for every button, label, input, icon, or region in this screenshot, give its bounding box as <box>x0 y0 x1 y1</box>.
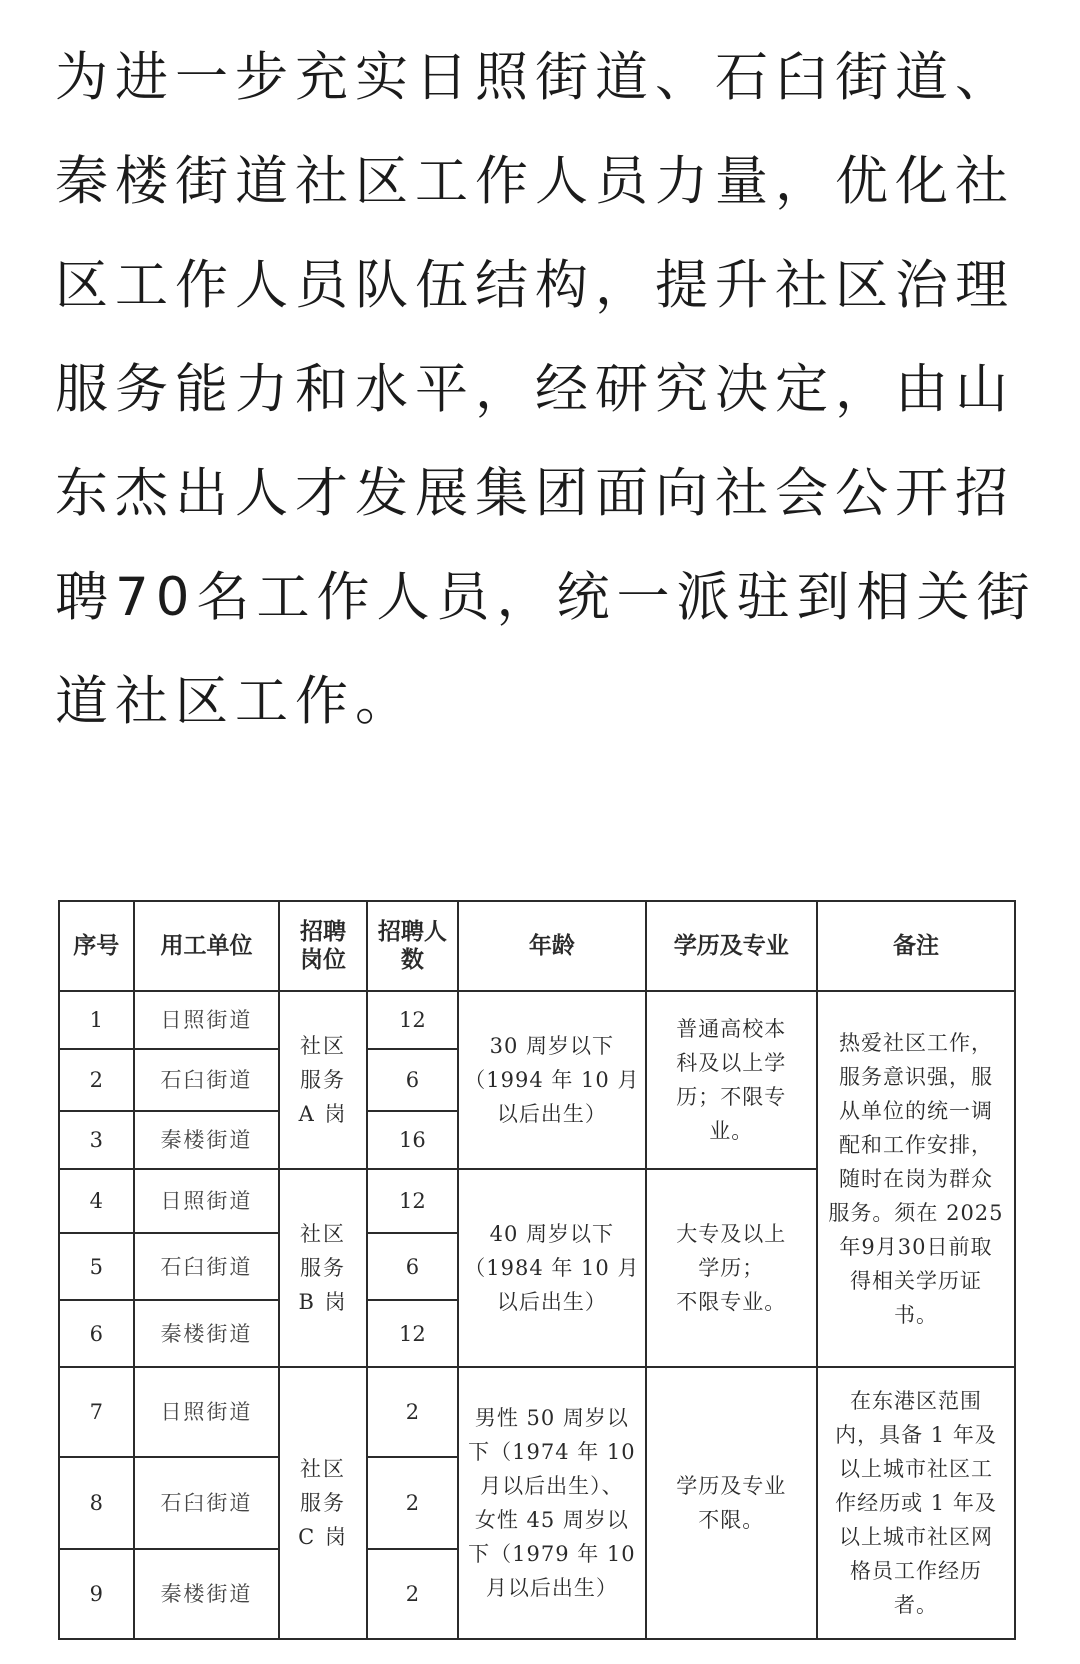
post-cell: 社区 服务 A 岗 <box>279 991 366 1169</box>
table-header-row <box>59 901 1015 991</box>
count-cell: 2 <box>367 1549 459 1639</box>
header-unit: 用工单位 <box>134 901 280 991</box>
age-cell: 男性 50 周岁以 下（1974 年 10 月以后出生）、 女性 45 周岁以 下（1979 年 10 月以后出生） <box>458 1367 645 1639</box>
unit-cell: 石臼街道 <box>134 1233 280 1300</box>
count-cell: 12 <box>367 991 459 1049</box>
intro-line: 为进一步充实日照街道、石臼街道、 <box>55 47 1015 108</box>
intro-paragraph <box>55 26 1037 754</box>
seq-cell: 4 <box>59 1169 134 1233</box>
edu-cell: 大专及以上 学历； 不限专业。 <box>646 1169 817 1367</box>
post-cell: 社区 服务 C 岗 <box>279 1367 366 1639</box>
unit-cell: 日照街道 <box>134 1367 280 1457</box>
seq-cell: 8 <box>59 1457 134 1549</box>
seq-cell: 6 <box>59 1300 134 1367</box>
unit-cell: 石臼街道 <box>134 1457 280 1549</box>
header-seq: 序号 <box>59 901 134 991</box>
header-edu: 学历及专业 <box>646 901 817 991</box>
seq-cell: 9 <box>59 1549 134 1639</box>
unit-cell: 日照街道 <box>134 991 280 1049</box>
header-count: 招聘人数 <box>367 901 459 991</box>
seq-cell: 2 <box>59 1049 134 1111</box>
unit-cell: 秦楼街道 <box>134 1549 280 1639</box>
seq-cell: 1 <box>59 991 134 1049</box>
intro-line: 秦楼街道社区工作人员力量，优化社 <box>55 151 1015 212</box>
seq-cell: 3 <box>59 1111 134 1169</box>
table-row <box>59 1367 1015 1457</box>
recruitment-table <box>58 900 1016 1640</box>
post-cell: 社区 服务 B 岗 <box>279 1169 366 1367</box>
intro-line: 道社区工作。 <box>55 671 415 732</box>
count-cell: 6 <box>367 1049 459 1111</box>
header-post: 招聘岗位 <box>279 901 366 991</box>
count-cell: 2 <box>367 1457 459 1549</box>
unit-cell: 秦楼街道 <box>134 1300 280 1367</box>
age-cell: 40 周岁以下 （1984 年 10 月 以后出生） <box>458 1169 645 1367</box>
intro-line: 服务能力和水平，经研究决定，由山 <box>55 359 1015 420</box>
seq-cell: 7 <box>59 1367 134 1457</box>
note-cell: 在东港区范围 内，具备 1 年及 以上城市社区工 作经历或 1 年及 以上城市社区网 格员工作经历 者。 <box>817 1367 1015 1639</box>
intro-line: 聘70名工作人员，统一派驻到相关街 <box>55 567 1037 628</box>
intro-line: 东杰出人才发展集团面向社会公开招 <box>55 463 1015 524</box>
edu-cell: 学历及专业 不限。 <box>646 1367 817 1639</box>
edu-cell: 普通高校本 科及以上学 历；不限专 业。 <box>646 991 817 1169</box>
note-cell: 热爱社区工作， 服务意识强，服 从单位的统一调 配和工作安排， 随时在岗为群众 服务。须在 2025 年9月30日前取 得相关学历证 书。 <box>817 991 1015 1367</box>
unit-cell: 秦楼街道 <box>134 1111 280 1169</box>
table-row <box>59 991 1015 1049</box>
header-age: 年龄 <box>458 901 645 991</box>
seq-cell: 5 <box>59 1233 134 1300</box>
intro-line: 区工作人员队伍结构，提升社区治理 <box>55 255 1015 316</box>
header-note: 备注 <box>817 901 1015 991</box>
count-cell: 16 <box>367 1111 459 1169</box>
unit-cell: 日照街道 <box>134 1169 280 1233</box>
age-cell: 30 周岁以下 （1994 年 10 月 以后出生） <box>458 991 645 1169</box>
count-cell: 12 <box>367 1300 459 1367</box>
count-cell: 2 <box>367 1367 459 1457</box>
count-cell: 12 <box>367 1169 459 1233</box>
count-cell: 6 <box>367 1233 459 1300</box>
unit-cell: 石臼街道 <box>134 1049 280 1111</box>
